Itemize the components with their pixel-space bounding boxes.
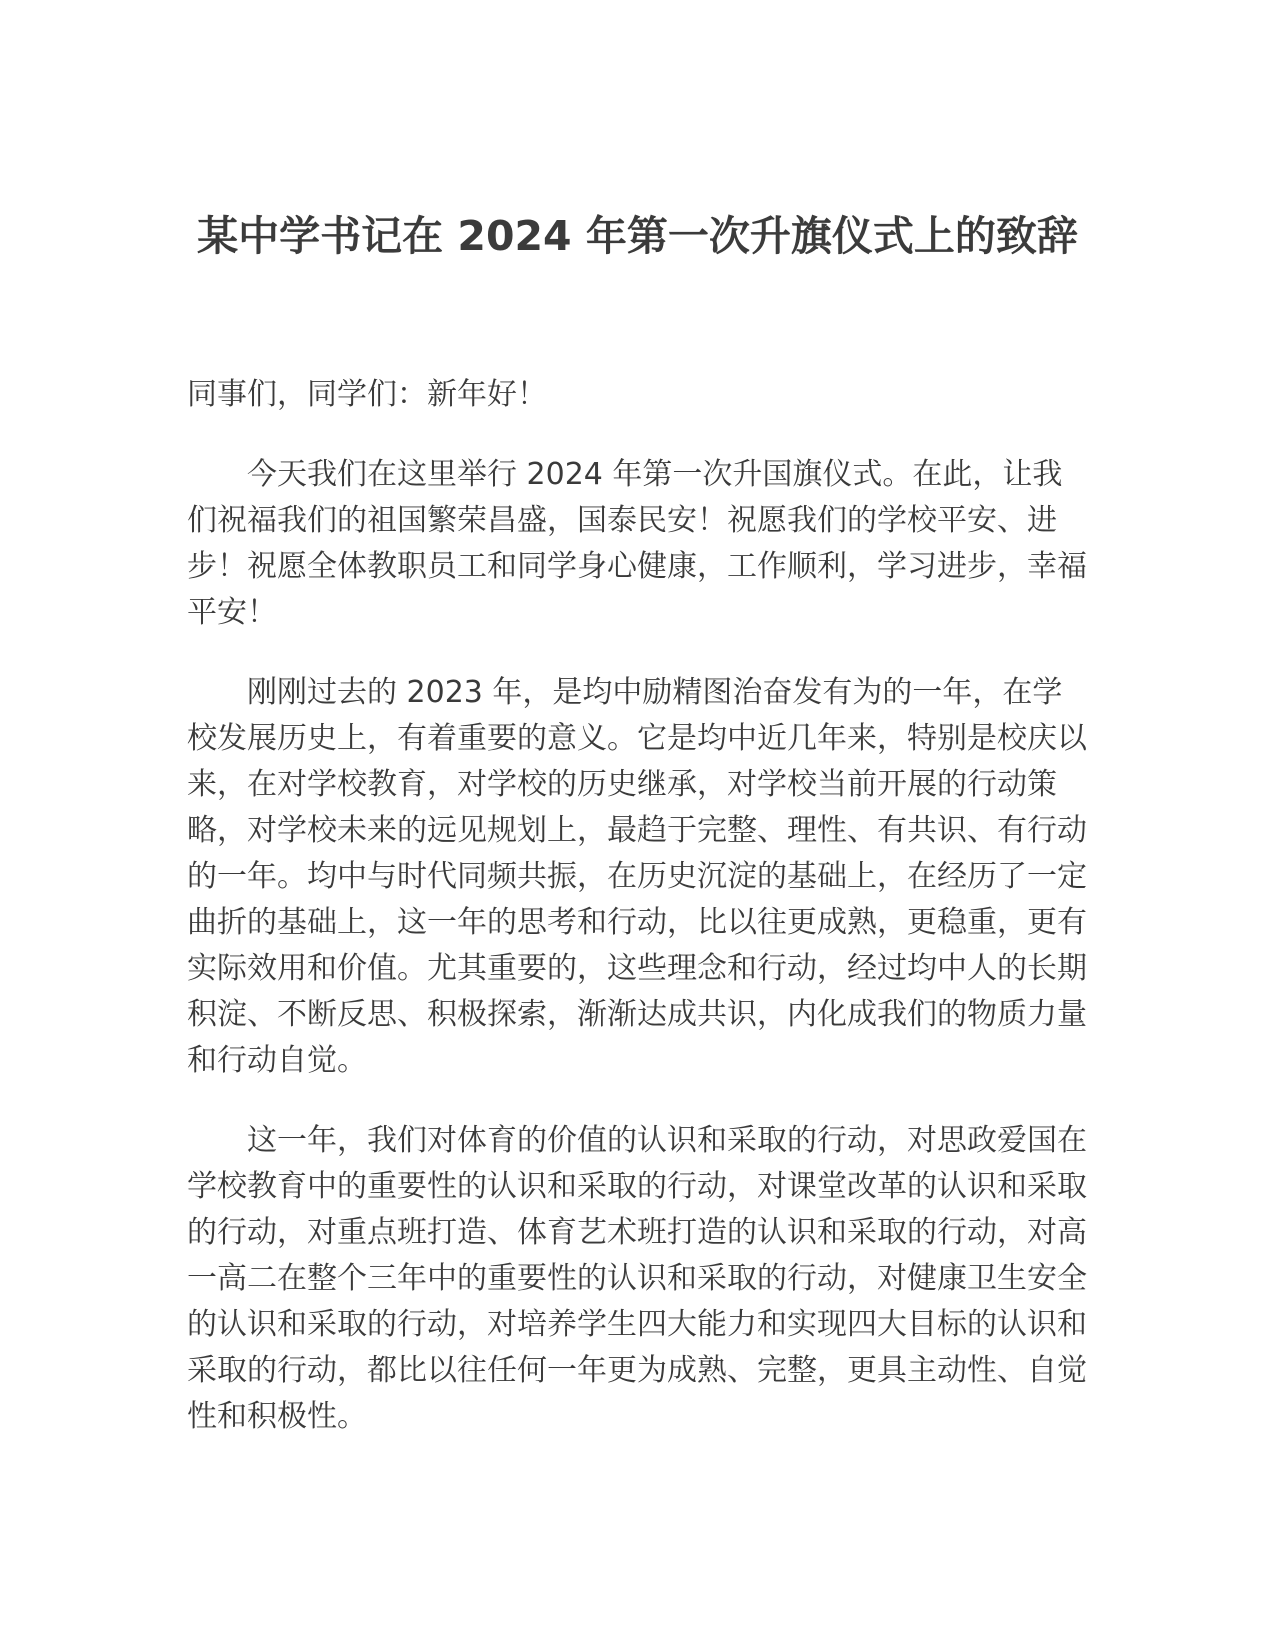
- paragraph: 今天我们在这里举行 2024 年第一次升国旗仪式。在此，让我们祝福我们的祖国繁荣昌盛，国泰民安！祝愿我们的学校平安、进步！祝愿全体教职员工和同学身心健康，工作顺利，学习进步，幸福平安！: [187, 457, 1087, 630]
- salutation: 同事们，同学们：新年好！: [187, 377, 547, 412]
- document-body: [187, 372, 1092, 1474]
- paragraph: 刚刚过去的 2023 年，是均中励精图治奋发有为的一年，在学校发展历史上，有着重要的意义。它是均中近几年来，特别是校庆以来，在对学校教育，对学校的历史继承，对学校当前开展的行动策略，对学校未来的远见规划上，最趋于完整、理性、有共识、有行动的一年。均中与时代同频共振，在历史沉淀的基础上，在经历了一定曲折的基础上，这一年的思考和行动，比以往更成熟，更稳重，更有实际效用和价值。尤其重要的，这些理念和行动，经过均中人的长期积淀、不断反思、积极探索，渐渐达成共识，内化成我们的物质力量和行动自觉。: [187, 675, 1087, 1078]
- document-title: 某中学书记在 2024 年第一次升旗仪式上的致辞: [197, 212, 1078, 260]
- paragraph: 这一年，我们对体育的价值的认识和采取的行动，对思政爱国在学校教育中的重要性的认识和采取的行动，对课堂改革的认识和采取的行动，对重点班打造、体育艺术班打造的认识和采取的行动，对高一高二在整个三年中的重要性的认识和采取的行动，对健康卫生安全的认识和采取的行动，对培养学生四大能力和实现四大目标的认识和采取的行动，都比以往任何一年更为成熟、完整，更具主动性、自觉性和积极性。: [187, 1123, 1087, 1434]
